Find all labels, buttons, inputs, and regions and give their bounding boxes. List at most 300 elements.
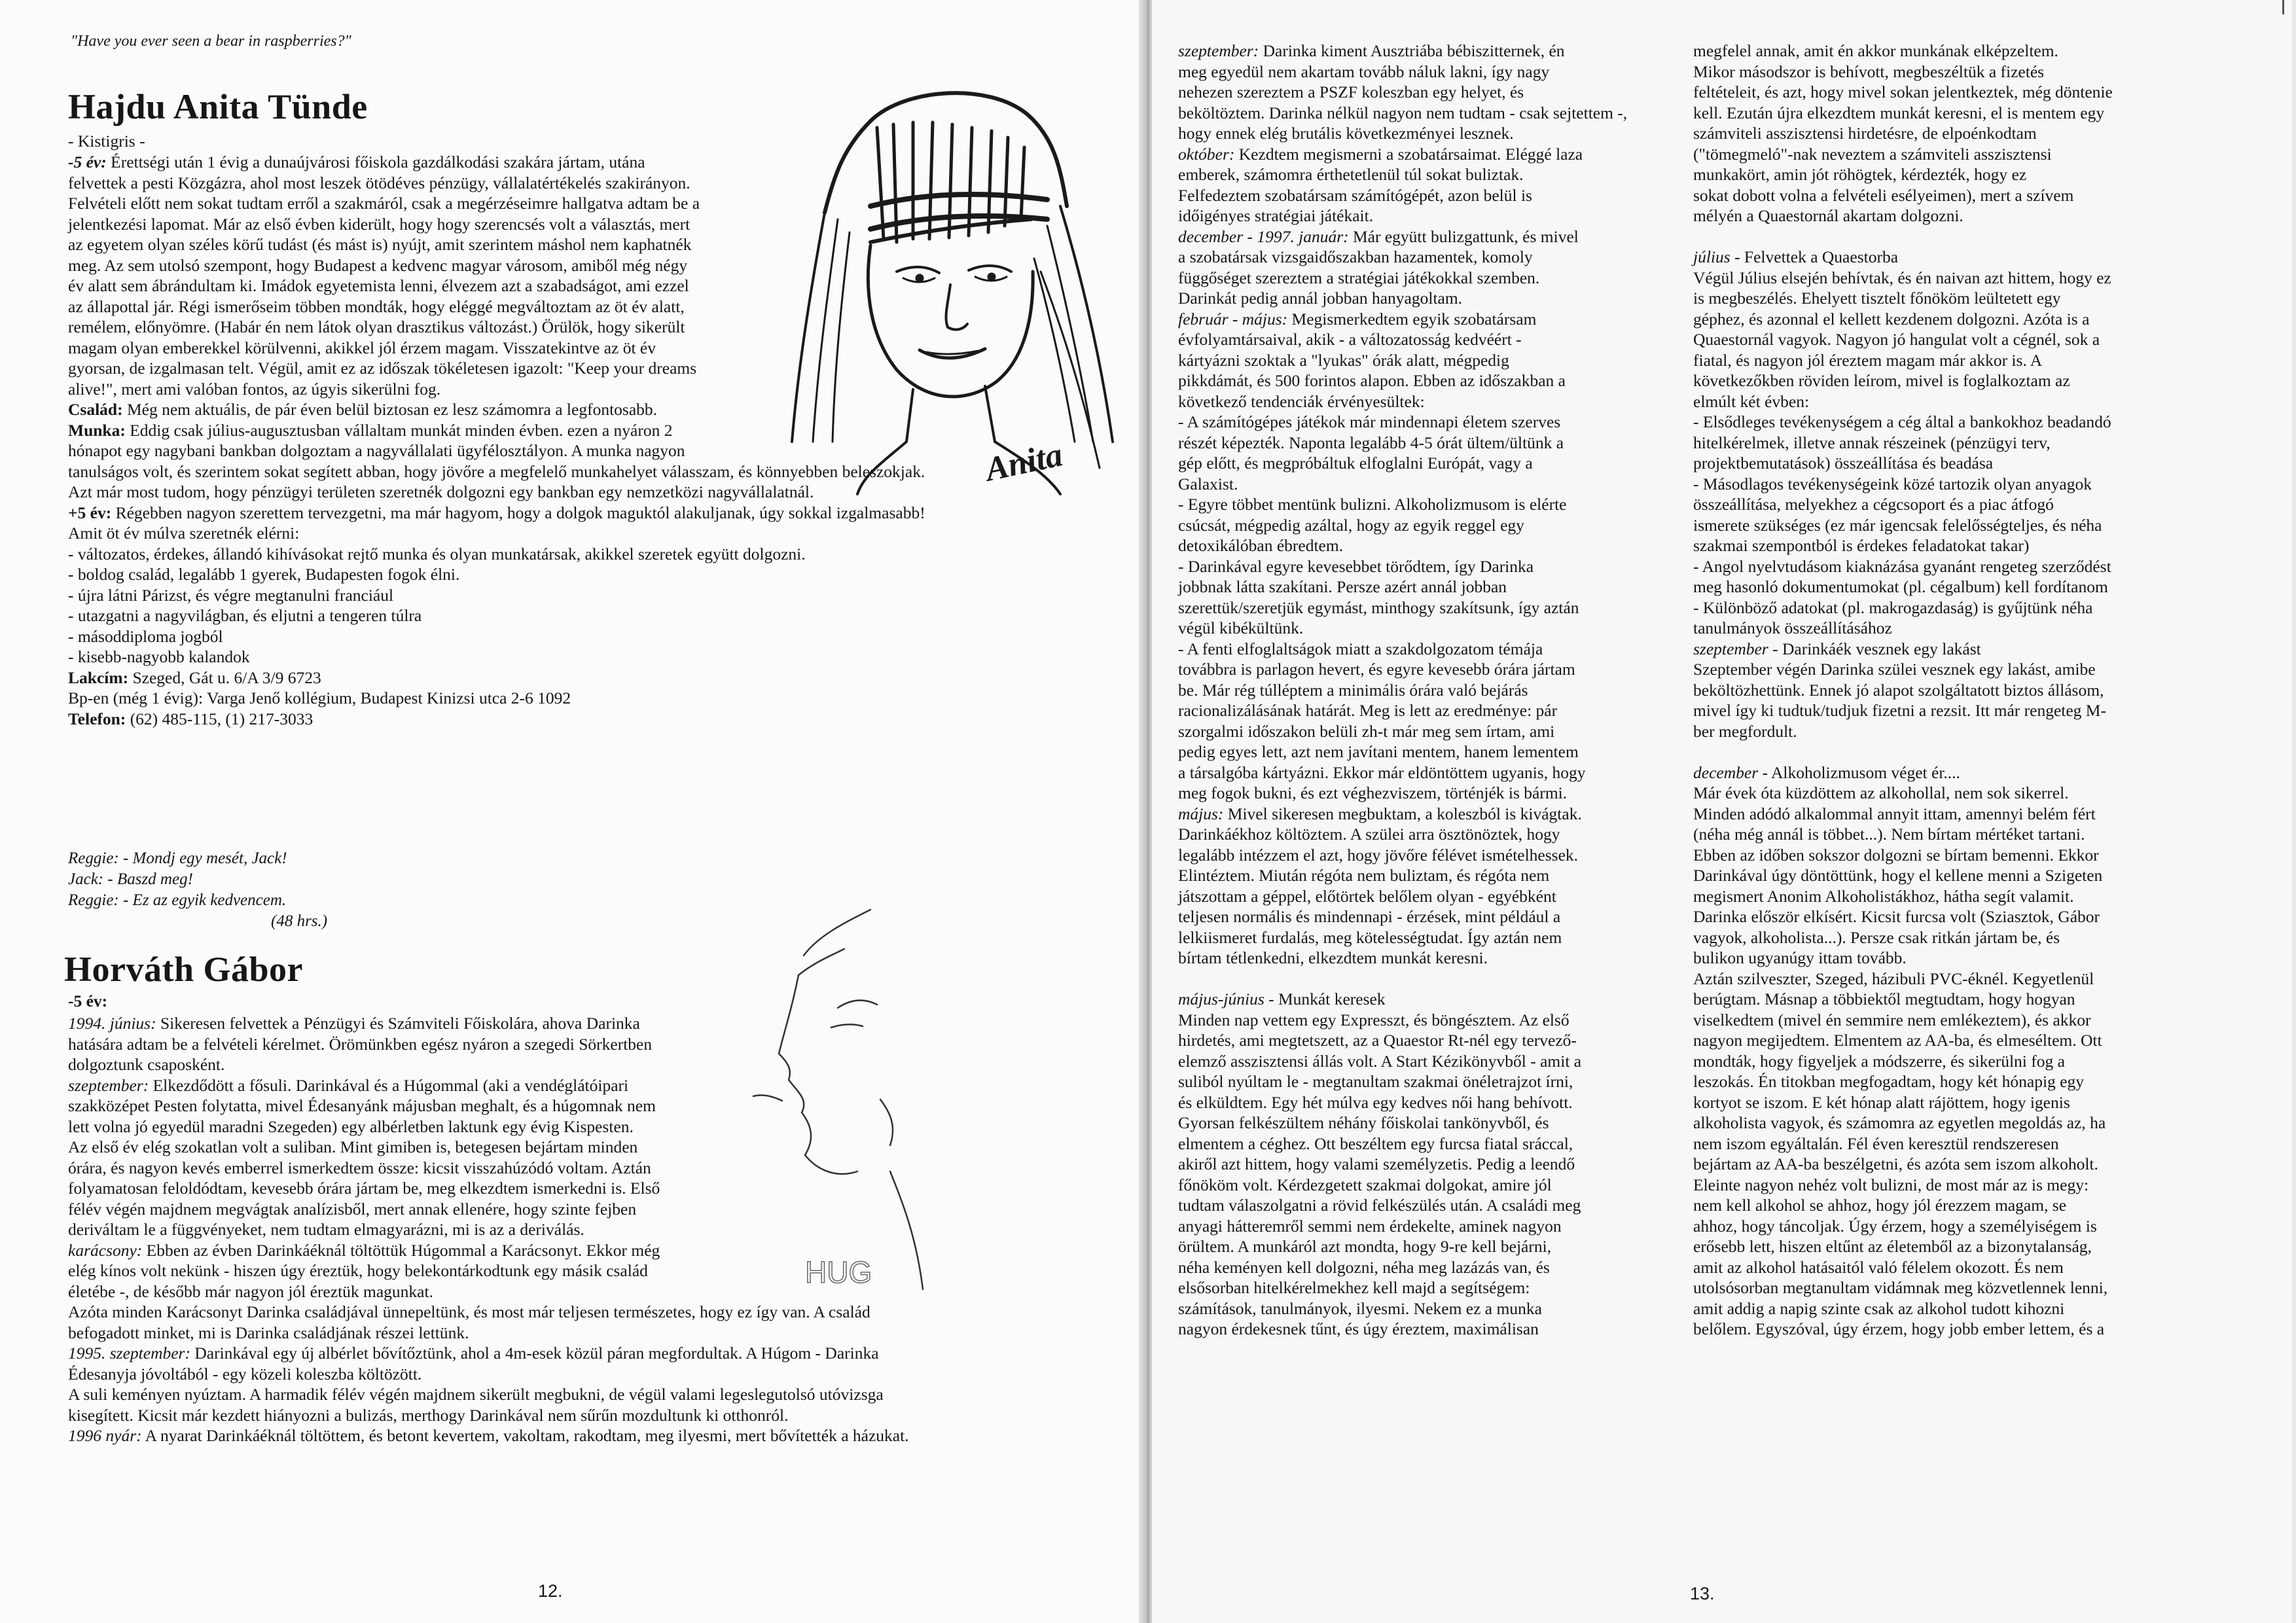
- text-line: [1693, 927, 2230, 948]
- line-text: - Darinkáék vesznek egy lakást: [1768, 639, 1981, 658]
- line-text: tanulságos volt, és szerintem sokat segített abban, hogy jövőre a megfelelő munkahelyet válasszam, és könnyebben beleszokjak.: [68, 461, 925, 481]
- line-text: suliból nyúltam le - megtanultam szakmai önéletrajzot írni,: [1178, 1072, 1573, 1091]
- section-lead: Munka:: [68, 420, 126, 440]
- text-line: [1178, 1133, 1676, 1154]
- text-line: [1693, 741, 2230, 762]
- line-text: Eddig csak július-augusztusban vállaltam munkát minden évben. ezen a nyáron 2: [125, 420, 673, 440]
- line-text: vagyok, alkoholista...). Persze csak ritkán jártam be, és: [1693, 927, 2060, 947]
- text-line: [1178, 247, 1676, 268]
- text-line: [1178, 164, 1676, 185]
- text-line: [1693, 329, 2230, 350]
- text-line: [1693, 433, 2230, 454]
- text-line: [1178, 741, 1676, 762]
- text-line: [1693, 680, 2230, 701]
- text-line: [1693, 1257, 2230, 1278]
- text-line: [1178, 41, 1676, 62]
- text-line: [1693, 1133, 2230, 1154]
- nickname: - Kistigris -: [68, 132, 145, 151]
- line-text: beköltözhettünk. Ennek jó alapot szolgáltatott biztos állásom,: [1693, 680, 2104, 700]
- line-text: racionalizálásának határát. Meg is lett az eredménye: pár: [1178, 701, 1558, 720]
- line-text: örültem. A munkáról azt mondta, hogy 9-re kell bejárni,: [1178, 1237, 1552, 1256]
- line-text: Gyorsan felkészültem néhány főiskolai tankönyvből, és: [1178, 1113, 1549, 1132]
- line-text: Bp-en (még 1 évig): Varga Jenő kollégium, Budapest Kinizsi utca 2-6 1092: [68, 688, 571, 707]
- line-text: Megismerkedtem egyik szobatársam: [1287, 309, 1537, 329]
- text-line: [1693, 659, 2230, 680]
- line-text: felvettek a pesti Közgázra, ahol most leszek ötödéves pénzügy, vállalatértékelés szakirányon.: [68, 173, 691, 192]
- dialog-source: (48 hrs.): [271, 912, 328, 930]
- text-line: [1693, 639, 2230, 660]
- line-text: évfolyamtársaival, akik - a változatosság kedvéért -: [1178, 330, 1522, 349]
- text-line: [1693, 103, 2230, 124]
- line-text: géphez, és azonnal el kellett kezdenem dolgozni. Azóta is a: [1693, 309, 2090, 329]
- line-text: a szobatársak vizsgaidőszakban hazamentek, komoly: [1178, 247, 1533, 266]
- line-text: Darinka először elkísért. Kicsit furcsa volt (Sziasztok, Gábor: [1693, 907, 2100, 926]
- line-text: alkoholista vagyok, és számomra az egyetlen megoldás az, ha: [1693, 1113, 2106, 1132]
- line-text: - Elsődleges tevékenységem a cég által a bankokhoz beadandó: [1693, 412, 2111, 431]
- line-text: jobbnak látta szakítani. Persze azért annál jobban: [1178, 577, 1507, 596]
- line-text: fiatal, és nagyon jól éreztem magam már akkor is. A: [1693, 350, 2043, 370]
- text-line: [1178, 123, 1676, 144]
- text-line: [1693, 123, 2230, 144]
- text-line: [1693, 1154, 2230, 1175]
- text-line: [1178, 886, 1676, 907]
- text-line: [1178, 1051, 1676, 1072]
- line-text: Quaestornál vagyok. Nagyon jó hangulat volt a cégnél, sok a: [1693, 330, 2100, 349]
- text-line: [1693, 1092, 2230, 1113]
- text-line: [1178, 62, 1676, 82]
- text-line: [68, 688, 1089, 709]
- section-lead: 1994. június:: [68, 1014, 156, 1033]
- line-text: Már évek óta küzdöttem az alkohollal, nem sok sikerrel.: [1693, 783, 2069, 802]
- text-line: [1178, 329, 1676, 350]
- text-line: [68, 1343, 1089, 1364]
- line-text: Darinkát pedig annál jobban hanyagoltam.: [1178, 289, 1463, 308]
- line-text: Édesanyja jóvoltából - egy közeli koleszba költözött.: [68, 1364, 422, 1383]
- line-text: sokat dobott volna a felvételi esélyeimen), mert a szívem: [1693, 185, 2074, 205]
- line-text: év alatt sem ábrándultam ki. Imádok egyetemista lenni, élvezem azt a szabadságot, ami ezzel: [68, 276, 689, 295]
- text-line: [1178, 804, 1676, 825]
- text-line: [68, 668, 1089, 688]
- line-text: leszokás. Én titokban megfogadtam, hogy két hónapig egy: [1693, 1072, 2084, 1091]
- line-text: órára, és nagyon kevés emberrel ismerkedtem össze: kicsit visszahúzódó voltam. Aztán: [68, 1158, 651, 1177]
- text-line: [1693, 494, 2230, 515]
- text-line: [1693, 412, 2230, 433]
- line-text: A suli keményen nyúztam. A harmadik félév végén majdnem sikerült megbukni, de végül valami legeslegutolsó utóvizsga: [68, 1385, 884, 1404]
- line-text: néha keményen kell dolgozni, néha meg lazázás van, és: [1178, 1257, 1550, 1277]
- text-line: [1693, 989, 2230, 1010]
- text-line: [1178, 1071, 1676, 1092]
- text-line: [1178, 969, 1676, 990]
- right-column-1: [1178, 41, 1676, 1340]
- line-text: Már együtt bulizgattunk, és mivel: [1348, 226, 1579, 246]
- text-line: [1693, 721, 2230, 742]
- line-text: Minden nap vettem egy Expresszt, és böngésztem. Az első: [1178, 1010, 1570, 1029]
- line-text: az egyetem olyan széles körű tudást (és mást is) nyújt, amit szerintem máshol nem kaphatnék: [68, 235, 692, 254]
- text-line: [1178, 1092, 1676, 1113]
- line-text: Ebben az évben Darinkáéknál töltöttük Húgommal a Karácsonyt. Ekkor még: [142, 1240, 660, 1260]
- section-lead: -5 év:: [68, 152, 107, 171]
- line-text: kell. Ezután újra elkezdtem munkát keresni, el is mentem egy: [1693, 103, 2105, 122]
- line-text: mivel így ki tudtuk/tudjuk fizetni a rezsit. Itt már rengeteg M-: [1693, 701, 2106, 720]
- section-lead: 1995. szeptember:: [68, 1344, 190, 1363]
- text-line: [68, 1364, 1089, 1385]
- line-text: - Alkoholizmusom véget ér....: [1758, 762, 1960, 782]
- right-column-2: [1693, 41, 2230, 1340]
- line-text: - A fenti elfoglaltságok miatt a szakdolgozatom témája: [1178, 639, 1543, 658]
- line-text: nem kell alkohol se ahhoz, hogy jól érezzem magam, se: [1693, 1196, 2067, 1215]
- line-text: az állapottal jár. Régi ismerőseim többen mondták, hogy eléggé megváltoztam az öt év alatt,: [68, 296, 685, 316]
- line-text: Mikor másodszor is behívott, megbeszéltük a fizetés: [1693, 62, 2045, 81]
- text-line: [1178, 948, 1676, 969]
- line-text: főnököm volt. Kérdezgetett szakmai dolgokat, amire jól: [1178, 1175, 1552, 1194]
- text-line: [1178, 618, 1676, 639]
- line-text: pikkdámát, és 500 forintos alapon. Ebben az időszakban a: [1178, 371, 1566, 390]
- text-line: [1693, 886, 2230, 907]
- text-line: [1693, 391, 2230, 412]
- line-text: A nyarat Darinkáéknál töltöttem, és betont kevertem, vakoltam, rakodtam, meg ilyesmi, mert bővítették a házukat.: [141, 1426, 909, 1445]
- text-line: [68, 1323, 1089, 1344]
- line-text: Darinka kiment Ausztriába bébiszitternek, én: [1259, 41, 1565, 60]
- section-lead: február - május:: [1178, 309, 1288, 329]
- text-line: [1178, 824, 1676, 845]
- line-text: Sikeresen felvettek a Pénzügyi és Számviteli Főiskolára, ahova Darinka: [156, 1014, 640, 1033]
- line-text: befogadott minket, mi is Darinka családjának részei lettünk.: [68, 1323, 469, 1342]
- text-line: [68, 523, 1089, 544]
- text-line: [1178, 639, 1676, 660]
- text-line: [68, 605, 1089, 626]
- line-text: munkakört, amin jót röhögtek, kérdezték, hogy ez: [1693, 165, 2027, 184]
- text-line: [1178, 288, 1676, 309]
- text-line: [1693, 948, 2230, 969]
- line-text: továbbra is parlagon hevert, és egyre kevesebb órára jártam: [1178, 660, 1575, 679]
- text-line: [1693, 309, 2230, 330]
- line-text: Ebben az időben sokszor dolgozni se bírtam bemenni. Ekkor: [1693, 845, 2099, 865]
- text-line: [1178, 412, 1676, 433]
- line-text: - Darinkával egyre kevesebbet törődtem, így Darinka: [1178, 556, 1534, 576]
- text-line: [1178, 556, 1676, 577]
- line-text: amit addig a napig szinte csak az alkohol tudott kihozni: [1693, 1298, 2065, 1318]
- line-text: Elkezdődött a fősuli. Darinkával és a Húgommal (aki a vendéglátóipari: [149, 1075, 629, 1095]
- line-text: tudtam válaszolgatni a rövid felkészülés után. A családi meg: [1178, 1196, 1581, 1215]
- line-text: Azóta minden Karácsonyt Darinka családjával ünnepeltünk, és most már teljesen természetes, hogy ez így van. A család: [68, 1302, 870, 1321]
- line-text: hónapot egy nagybani bankban dolgoztam a nagyvállalati ügyfélosztályon. A munka nagyon: [68, 441, 685, 460]
- line-text: függőséget szereztem a stratégiai játékokkal szemben.: [1178, 268, 1540, 287]
- line-text: elemző asszisztensi állás volt. A Start Kézikönyvből - amit a: [1178, 1051, 1582, 1071]
- line-text: bejártam az AA-ba beszélgetni, és azóta sem iszom alkoholt.: [1693, 1154, 2098, 1173]
- text-line: [1178, 577, 1676, 597]
- line-text: lett volna jó egyedül maradni Szegeden) egy albérletben laktunk egy évig Kispesten.: [68, 1116, 634, 1136]
- line-text: Szeptember végén Darinka szülei vesznek egy lakást, amibe: [1693, 660, 2096, 679]
- text-line: [1693, 1175, 2230, 1196]
- section-lead: Család:: [68, 400, 123, 419]
- section-lead: szeptember: [1693, 639, 1768, 658]
- line-text: megfelel annak, amit én akkor munkának elképzeltem.: [1693, 41, 2058, 60]
- text-line: [1178, 1319, 1676, 1340]
- text-line: [1178, 185, 1676, 206]
- line-text: folyamatosan feloldódtam, kevesebb órára jártam be, meg elkezdtem ismerkedni is. Első: [68, 1179, 660, 1198]
- line-text: szorgalmi időszakon belüli zh-t már meg sem írtam, ami: [1178, 721, 1555, 741]
- line-text: csúcsát, mégpedig azáltal, hogy az egyik reggel egy: [1178, 515, 1524, 535]
- text-line: [68, 626, 1089, 647]
- text-line: [1693, 288, 2230, 309]
- text-line: [1178, 906, 1676, 927]
- line-text: be. Már rég túlléptem a minimális órára való bejárás: [1178, 680, 1528, 700]
- line-text: - változatos, érdekes, állandó kihívásokat rejtő munka és olyan munkatársak, akikkel szeretek együtt dolgozni.: [68, 544, 806, 563]
- line-text: a társalgóba kártyázni. Ekkor már eldöntöttem ugyanis, hogy: [1178, 762, 1586, 782]
- line-text: - Másodlagos tevékenységeink közé tartozik olyan anyagok: [1693, 474, 2092, 493]
- line-text: nehezen szereztem a PSZF koleszban egy helyet, és: [1178, 82, 1524, 101]
- line-text: elsősorban hitelkérelmekhez kell majd a segítségem:: [1178, 1278, 1530, 1297]
- line-text: szakmai szempontból is érdekes feladatokat takar): [1693, 536, 2030, 555]
- person-name-hajdu: Hajdu Anita Tünde: [68, 87, 368, 126]
- text-line: [1178, 309, 1676, 330]
- text-line: [1693, 700, 2230, 721]
- line-text: Felfedeztem szobatársam számítógépét, azon belül is: [1178, 185, 1532, 205]
- line-text: következőkben röviden leírom, mivel is foglalkoztam az: [1693, 371, 2070, 390]
- line-text: utolsósorban megtanultam vidámnak meg közvetlennek lenni,: [1693, 1278, 2108, 1297]
- line-text: Aztán szilveszter, Szeged, házibuli PVC-éknél. Kegyetlenül: [1693, 969, 2094, 988]
- line-text: alive!", mert ami valóban fontos, az úgyis sikerülni fog.: [68, 379, 441, 399]
- line-text: magam olyan emberekkel körülvenni, akikkel jól érzem magam. Visszatekintve az öt év: [68, 338, 656, 357]
- line-text: jelentkezési lapomat. Már az első évben kiderült, hogy hogy szerencsés volt a választás, mert: [68, 214, 691, 234]
- line-text: hatására adtam be a felvételi kérelmet. Örömünkben egész nyáron a szegedi Sörkertben: [68, 1034, 653, 1054]
- line-text: anyagi hátteremről semmi nem érdekelte, aminek nagyon: [1178, 1216, 1562, 1236]
- line-text: belőlem. Egyszóval, úgy érzem, hogy jobb ember lettem, és a: [1693, 1319, 2105, 1338]
- text-line: [1693, 453, 2230, 474]
- text-line: [1693, 577, 2230, 597]
- text-line: [1693, 535, 2230, 556]
- sketch-signature: HUG: [805, 1255, 872, 1289]
- text-line: [1178, 865, 1676, 886]
- text-line: [1693, 185, 2230, 206]
- line-text: bulikon ugyanúgy ittam tovább.: [1693, 948, 1907, 967]
- text-line: [1178, 927, 1676, 948]
- text-line: [68, 503, 1089, 524]
- page-number-13: 13.: [1690, 1584, 1715, 1603]
- line-text: elég kínos volt nekünk - hiszen úgy éreztük, hogy belekontárkodtunk egy másik család: [68, 1261, 648, 1280]
- line-text: - Felvettek a Quaestorba: [1730, 247, 1899, 266]
- line-text: pedig egyes lett, azt nem javítani mentem, hanem lementem: [1178, 742, 1579, 761]
- line-text: életébe -, de később már nagyon jól éreztük magunkat.: [68, 1281, 433, 1301]
- text-line: [1178, 1257, 1676, 1278]
- line-text: Mivel sikeresen megbuktam, a koleszból is kivágtak.: [1223, 804, 1582, 823]
- text-line: [1693, 226, 2230, 247]
- line-text: Érettségi után 1 évig a dunaújvárosi főiskola gazdálkodási szakára jártam, utána: [106, 152, 645, 171]
- text-line: [1693, 804, 2230, 825]
- text-line: [1178, 391, 1676, 412]
- text-line: [1693, 1319, 2230, 1340]
- line-text: hitelkérelmek, illetve annak részeinek (pénzügyi terv,: [1693, 433, 2051, 452]
- text-line: [1693, 1277, 2230, 1298]
- line-text: mondták, hogy figyeljek a módszerre, és sikerülni fog a: [1693, 1051, 2065, 1071]
- section-lead: május:: [1178, 804, 1224, 823]
- text-line: [1178, 453, 1676, 474]
- text-line: [1693, 62, 2230, 82]
- line-text: meg egyedül nem akartam tovább náluk lakni, így nagy: [1178, 62, 1550, 81]
- line-text: meg fogok bukni, és ezt véghezviszem, történjék is bármi.: [1178, 783, 1568, 802]
- line-text: időigényes stratégiai játékait.: [1178, 206, 1374, 225]
- line-text: Eleinte nagyon nehéz volt bulizni, de most már az is megy:: [1693, 1175, 2089, 1194]
- text-line: [1693, 597, 2230, 618]
- text-line: [1178, 597, 1676, 618]
- line-text: - kisebb-nagyobb kalandok: [68, 647, 250, 666]
- line-text: dolgoztunk csaposként.: [68, 1055, 225, 1074]
- page-12: [0, 0, 1144, 1623]
- text-line: [1178, 783, 1676, 804]
- text-line: [1693, 474, 2230, 495]
- line-text: szakközépet Pesten folytatta, mivel Édesanyánk májusban meghalt, és a húgomnak nem: [68, 1096, 656, 1115]
- text-line: [1178, 1277, 1676, 1298]
- text-line: [1693, 762, 2230, 783]
- text-line: [1178, 474, 1676, 495]
- text-line: [1178, 721, 1676, 742]
- line-text: deriváltam le a függvényeket, nem tudtam elmagyarázni, mi is az a deriválás.: [68, 1220, 584, 1239]
- line-text: - utazgatni a nagyvilágban, és eljutni a tengeren túlra: [68, 606, 422, 625]
- text-line: [1178, 989, 1676, 1010]
- line-text: Darinkával úgy döntöttünk, hogy el kellene menni a Szigeten: [1693, 866, 2103, 885]
- scan-mark: [2282, 0, 2284, 14]
- scan-edge: [2292, 0, 2296, 1623]
- line-text: amit az alkohol hatásaitól való félelem okozott. És nem: [1693, 1257, 2064, 1277]
- line-text: megismert Anonim Alkoholistákhoz, hátha segít valamit.: [1693, 886, 2074, 906]
- line-text: nagyon megijedtem. Elmentem az AA-ba, és elmeséltem. Ott: [1693, 1031, 2102, 1050]
- text-line: [1178, 1195, 1676, 1216]
- text-line: [1693, 1071, 2230, 1092]
- line-text: Kezdtem megismerni a szobatársaimat. Eléggé laza: [1234, 144, 1583, 164]
- line-text: játszottam a géppel, előtörtek belőlem olyan - egyébként: [1178, 886, 1556, 906]
- text-line: [1178, 1175, 1676, 1196]
- line-text: beköltöztem. Darinka nélkül nagyon nem tudtam - csak sejtettem -,: [1178, 103, 1628, 122]
- text-line: [1693, 1236, 2230, 1257]
- text-line: [1693, 268, 2230, 289]
- text-line: [1693, 205, 2230, 226]
- line-text: Azt már most tudom, hogy pénzügyi területen szeretnék dolgozni egy bankban egy nemzetközi nagyvállalatnál.: [68, 482, 814, 501]
- section-lead: május-június: [1178, 990, 1265, 1008]
- line-text: feltételeit, és azt, hogy mivel sokan jelentkeztek, még döntenie: [1693, 82, 2113, 101]
- line-text: - Különböző adatokat (pl. makrogazdaság) is gyűjtünk néha: [1693, 597, 2093, 617]
- text-line: [1693, 824, 2230, 845]
- line-text: Galaxist.: [1178, 474, 1238, 493]
- line-text: meg hasonló dokumentumokat (pl. cégalbum) kell fordítanom: [1693, 577, 2108, 596]
- text-line: [1178, 82, 1676, 103]
- line-text: Felvételi előtt nem sokat tudtam erről a szakmáról, csak a megérzéseimre hallgatva adtam be a: [68, 194, 700, 213]
- line-text: meg. Az sem utolsó szempont, hogy Budapest a kedvenc magyar városom, amiből még négy: [68, 255, 688, 275]
- line-text: ber megfordult.: [1693, 721, 1797, 741]
- text-line: [1693, 906, 2230, 927]
- text-line: [1693, 618, 2230, 639]
- text-line: [1693, 1216, 2230, 1237]
- portrait-signature: Anita: [982, 436, 1066, 489]
- person-name-horvath: Horváth Gábor: [64, 950, 303, 989]
- text-line: [1178, 1236, 1676, 1257]
- section-lead: december - 1997. január:: [1178, 226, 1349, 246]
- line-text: összeállítása, melyekhez a cégcsoport és a piac átfogó: [1693, 495, 2054, 514]
- section-lead: 1996 nyár:: [68, 1426, 142, 1445]
- section-lead: +5 év:: [68, 503, 112, 522]
- line-text: kortyot se iszom. E két hónap alatt rájöttem, hogy igenis: [1693, 1092, 2070, 1112]
- line-text: részét képezték. Naponta legalább 4-5 órát ültem/ültünk a: [1178, 433, 1564, 452]
- line-text: Elintéztem. Miután régóta nem buliztam, és régóta nem: [1178, 866, 1550, 885]
- line-text: teljesen normális és mindennapi - érzések, mint például a: [1178, 907, 1561, 926]
- line-text: - A számítógépes játékok már mindennapi életem szerves: [1178, 412, 1561, 431]
- line-text: is megbeszélés. Ehelyett tisztelt főnököm leültetett egy: [1693, 289, 2061, 308]
- line-text: kártyázni szoktak a "lyukas" órák alatt, mégpedig: [1178, 350, 1509, 370]
- text-line: [1178, 268, 1676, 289]
- line-text: bírtam tétlenkedni, elkezdtem munkát keresni.: [1178, 948, 1488, 967]
- line-text: gyorsan, de izgalmasan telt. Végül, amit ez az időszak tökéletesen igazolt: "Keep your dreams: [68, 359, 697, 378]
- line-text: - másoddiploma jogból: [68, 626, 223, 646]
- dialog-line-3: Reggie: - Ez az egyik kedvencem.: [68, 891, 287, 909]
- text-line: [1693, 1030, 2230, 1051]
- line-text: (néha még annál is többet...). Nem bírtam mértéket tartani.: [1693, 825, 2085, 844]
- text-line: [1693, 164, 2230, 185]
- text-line: [1178, 370, 1676, 391]
- line-text: mélyén a Quaestornál akartam dolgozni.: [1693, 206, 1964, 225]
- text-line: [1178, 1010, 1676, 1031]
- line-text: erősebb lett, hiszen eltűnt az életemből az a bizonytalanság,: [1693, 1237, 2092, 1256]
- line-text: emberek, számomra érthetetlenül túl sokat buliztak.: [1178, 165, 1524, 184]
- line-text: ("tömegmeló"-nak neveztem a számviteli asszisztensi: [1693, 144, 2052, 164]
- line-text: Darinkával egy új albérlet bővítőztünk, ahol a 4m-esek közül páran megfordultak. A Húgom - Darinka: [190, 1344, 879, 1363]
- text-line: [1693, 247, 2230, 268]
- line-text: számviteli asszisztensi hirdetésre, de elpoénkodtam: [1693, 124, 2037, 143]
- line-text: legalább intézzem el azt, hogy jövőre félévet ismételhessek.: [1178, 845, 1579, 865]
- text-line: [1693, 865, 2230, 886]
- text-line: [68, 1384, 1089, 1405]
- text-line: [1693, 845, 2230, 866]
- section-lead: szeptember:: [1178, 41, 1259, 60]
- line-text: hogy ennek elég brutális következményei lesznek.: [1178, 124, 1514, 143]
- line-text: Minden adódó alkalommal annyit ittam, amennyi belém fért: [1693, 804, 2096, 823]
- text-line: [1693, 1195, 2230, 1216]
- text-line: [1178, 433, 1676, 454]
- page-13: [1152, 0, 2296, 1623]
- section-lead: október:: [1178, 144, 1235, 164]
- text-line: [1693, 370, 2230, 391]
- line-text: lelkiismeret furdalás, meg kötelességtudat. Így aztán nem: [1178, 927, 1562, 947]
- text-line: [1178, 700, 1676, 721]
- line-text: - Egyre többet mentünk bulizni. Alkoholizmusom is elérte: [1178, 495, 1567, 514]
- text-line: [68, 564, 1089, 585]
- section-lead: szeptember:: [68, 1075, 149, 1095]
- text-line: [1178, 350, 1676, 371]
- section-lead: Lakcím:: [68, 668, 129, 687]
- text-line: [1693, 82, 2230, 103]
- text-line: [1693, 41, 2230, 62]
- line-text: - boldog család, legalább 1 gyerek, Budapesten fogok élni.: [68, 565, 460, 584]
- line-text: következő tendenciák érvényesültek:: [1178, 391, 1425, 411]
- line-text: Szeged, Gát u. 6/A 3/9 6723: [128, 668, 321, 687]
- text-line: [1178, 226, 1676, 247]
- text-line: [68, 1405, 1089, 1426]
- section-lead: karácsony:: [68, 1240, 143, 1260]
- text-line: [1178, 1113, 1676, 1133]
- line-text: számítások, tanulmányok, ilyesmi. Nekem ez a munka: [1178, 1298, 1542, 1318]
- line-text: Az első év elég szokatlan volt a suliban. Mint gimiben is, betegesen bejártam minden: [68, 1137, 638, 1156]
- text-line: [1693, 1051, 2230, 1072]
- line-text: hirdetés, ami megtetszett, az a Quaestor Rt-nél egy tervező-: [1178, 1031, 1577, 1050]
- text-line: [1693, 783, 2230, 804]
- text-line: [1178, 103, 1676, 124]
- text-line: [1178, 1030, 1676, 1051]
- line-text: végül kibékültünk.: [1178, 618, 1304, 637]
- line-text: Darinkáékhoz költöztem. A szülei arra ösztönöztek, hogy: [1178, 825, 1560, 844]
- profile-sketch: [753, 897, 1001, 1309]
- text-line: [68, 1425, 1089, 1446]
- line-text: elmúlt két évben:: [1693, 391, 1810, 411]
- page-number-12: 12.: [538, 1581, 563, 1601]
- section-lead: július: [1693, 247, 1731, 266]
